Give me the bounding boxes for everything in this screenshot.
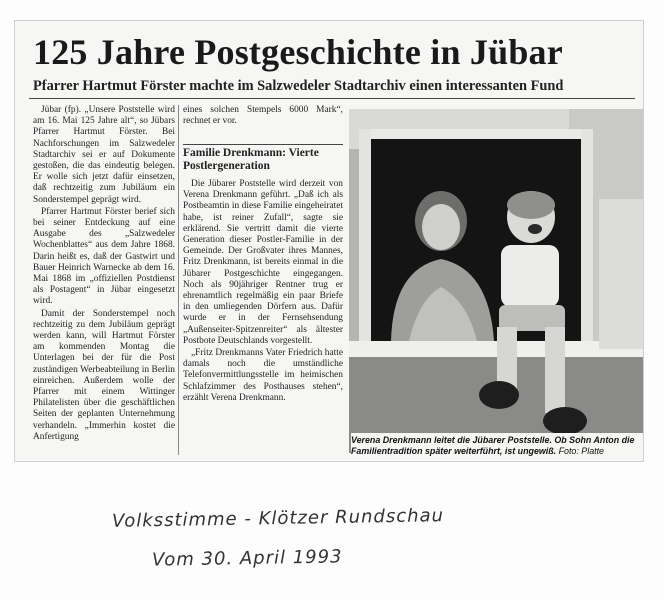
photo-credit: Foto: Platte [558,445,604,456]
column2-paragraph: „Fritz Drenkmanns Vater Friedrich hatte damals noch die umständliche Telefonvermittlungsstelle im heimischen Schlafzimmer des Posthauses stehen“, erzählt Verena Drenkmann. [183,348,343,403]
photo-illustration [349,109,643,453]
caption-text: Verena Drenkmann leitet die Jübarer Poststelle. Ob Sohn Anton die Familientradition später weiterführt, ist ungewiß. [351,435,635,456]
photo-caption [351,433,643,456]
article-column-1 [33,105,175,455]
column1-paragraph: Jübar (fp). „Unsere Poststelle wird am 16. Mai 125 Jahre alt“, so Jübars Pfarrer Hartmut Förster. Bei Nachforschungen im Salzwedeler Stadtarchiv sei er auf Dokumente gestoßen, die das eindeutig belegen. Er wolle sich jetzt dafür einsetzen, daß rechtzeitig zum Jubiläum ein Sonderstempel geprägt wird. [33,105,175,205]
article-headline: 125 Jahre Postgeschichte in Jübar [33,32,563,72]
column2-continuation: eines solchen Stempels 6000 Mark“, rechnet er vor. [183,105,343,127]
article-subheadline: Pfarrer Hartmut Förster machte im Salzwedeler Stadtarchiv einen interessanten Fund [33,78,564,94]
article-column-2 [183,105,343,455]
headline-rule [29,98,635,99]
newspaper-clipping [14,20,644,462]
article-photo [349,109,643,453]
handwritten-source: Volksstimme - Klötzer Rundschau [111,505,445,532]
column-divider [178,105,179,455]
column1-paragraph: Damit der Sonderstempel noch rechtzeitig zu dem Jubiläum geprägt werden kann, will Hartmut Förster am kommenden Montag die Unterlagen bei der für die Post zuständigen Werbeabteilung in Berlin einreichen. Außerdem wolle der Pfarrer mit einem Wittinger Philatelisten über die geschäftlichen Seiten der geplanten Unternehmung verhandeln. „Immerhin kostet die Anfertigung [33,308,175,442]
column1-paragraph: Pfarrer Hartmut Förster berief sich bei seiner Entdeckung auf eine Ausgabe des „Salzwedeler Wochenblattes“ aus dem Jahre 1868. Darin heißt es, daß der Gastwirt und Bauer Heinrich Warnecke ab dem 16. Mai 1868 im „offiziellen Postdienst als Postagent“ in Jübar eingesetzt wird. [33,206,175,307]
handwritten-date: Vom 30. April 1993 [151,546,343,571]
column2-paragraph: Die Jübarer Poststelle wird derzeit von Verena Drenkmann geführt. „Daß ich als Postbeamtin in diese Familie eingeheiratet habe, ist reiner Zufall“, sagte sie erklärend. Sie vertritt damit die vierte Generation dieser Postler-Familie in der Gemeinde. Der Großvater ihres Mannes, Fritz Drenkmann, ist bereits einmal in die Jübarer Postgeschichte eingegangen. Noch als 90jähriger Rentner trug er ehrenamtlich regelmäßig ein paar Briefe in den umliegenden Dörfern aus. Dafür wurde er in der Fernsehsendung „Außenseiter-Spitzenreiter“ als ältester Postbote Deutschlands vorgestellt. [183,179,343,346]
section-rule [183,144,343,145]
column2-heading: Familie Drenkmann: Vierte Postlergeneration [183,147,319,172]
